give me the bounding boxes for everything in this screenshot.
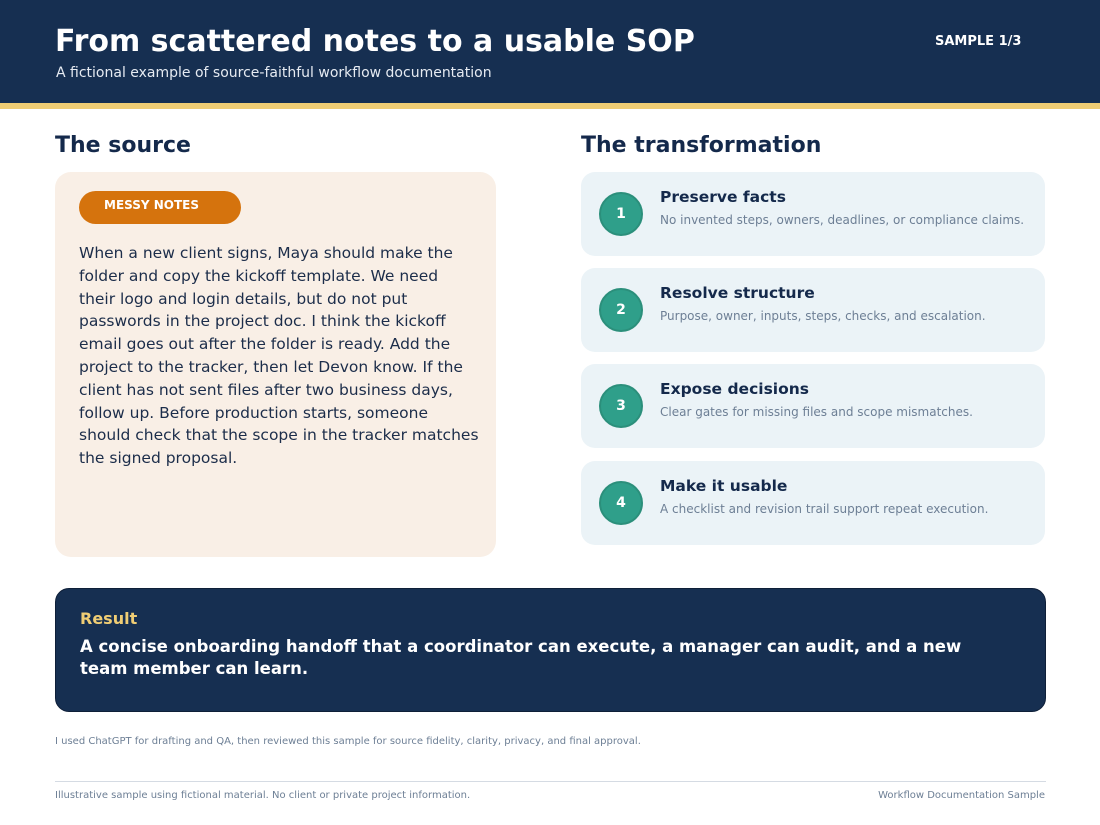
page-subtitle: A fictional example of source-faithful workflow documentation xyxy=(56,65,492,81)
footer-label: Workflow Documentation Sample xyxy=(878,790,1045,801)
result-text: A concise onboarding handoff that a coordinator can execute, a manager can audit, and a new team member can learn. xyxy=(80,637,962,678)
step-description: No invented steps, owners, deadlines, or compliance claims. xyxy=(660,213,1025,227)
result-label: Result xyxy=(80,609,138,628)
source-notes-text: When a new client signs, Maya should make the folder and copy the kickoff template. We need their logo and login details, but do not put passwords in the project doc. I think the kickoff email goes out after the folder is ready. Add the project to the tracker, then let Devon know. If the client has not sent files after two business days, follow up. Before production starts, someone should check that the scope in the tracker matches the signed proposal. xyxy=(79,244,479,468)
step-number-badge: 3 xyxy=(599,384,643,428)
ai-disclosure-note: I used ChatGPT for drafting and QA, then reviewed this sample for source fidelity, clarity, privacy, and final approval. xyxy=(55,736,641,747)
step-number-badge: 1 xyxy=(599,192,643,236)
transformation-heading: The transformation xyxy=(581,133,822,158)
sample-badge: SAMPLE 1/3 xyxy=(935,34,1022,49)
step-description: Clear gates for missing files and scope mismatches. xyxy=(660,405,973,419)
header-accent-rule xyxy=(0,103,1100,109)
step-title: Resolve structure xyxy=(660,284,815,302)
result-box xyxy=(55,588,1046,712)
step-card-resolve-structure xyxy=(581,268,1045,352)
step-card-expose-decisions xyxy=(581,364,1045,448)
page-title: From scattered notes to a usable SOP xyxy=(55,24,695,59)
step-number-badge: 4 xyxy=(599,481,643,525)
step-card-make-it-usable xyxy=(581,461,1045,545)
header-banner xyxy=(0,0,1100,103)
messy-notes-pill: MESSY NOTES xyxy=(79,191,241,224)
footer-disclaimer: Illustrative sample using fictional material. No client or private project information. xyxy=(55,790,471,801)
step-card-preserve-facts xyxy=(581,172,1045,256)
source-heading: The source xyxy=(55,133,191,158)
step-title: Preserve facts xyxy=(660,188,786,206)
step-description: A checklist and revision trail support repeat execution. xyxy=(660,502,989,516)
step-description: Purpose, owner, inputs, steps, checks, and escalation. xyxy=(660,309,986,323)
step-title: Make it usable xyxy=(660,477,788,495)
step-number-badge: 2 xyxy=(599,288,643,332)
footer-divider xyxy=(55,781,1046,782)
step-title: Expose decisions xyxy=(660,380,810,398)
source-card xyxy=(55,172,496,557)
